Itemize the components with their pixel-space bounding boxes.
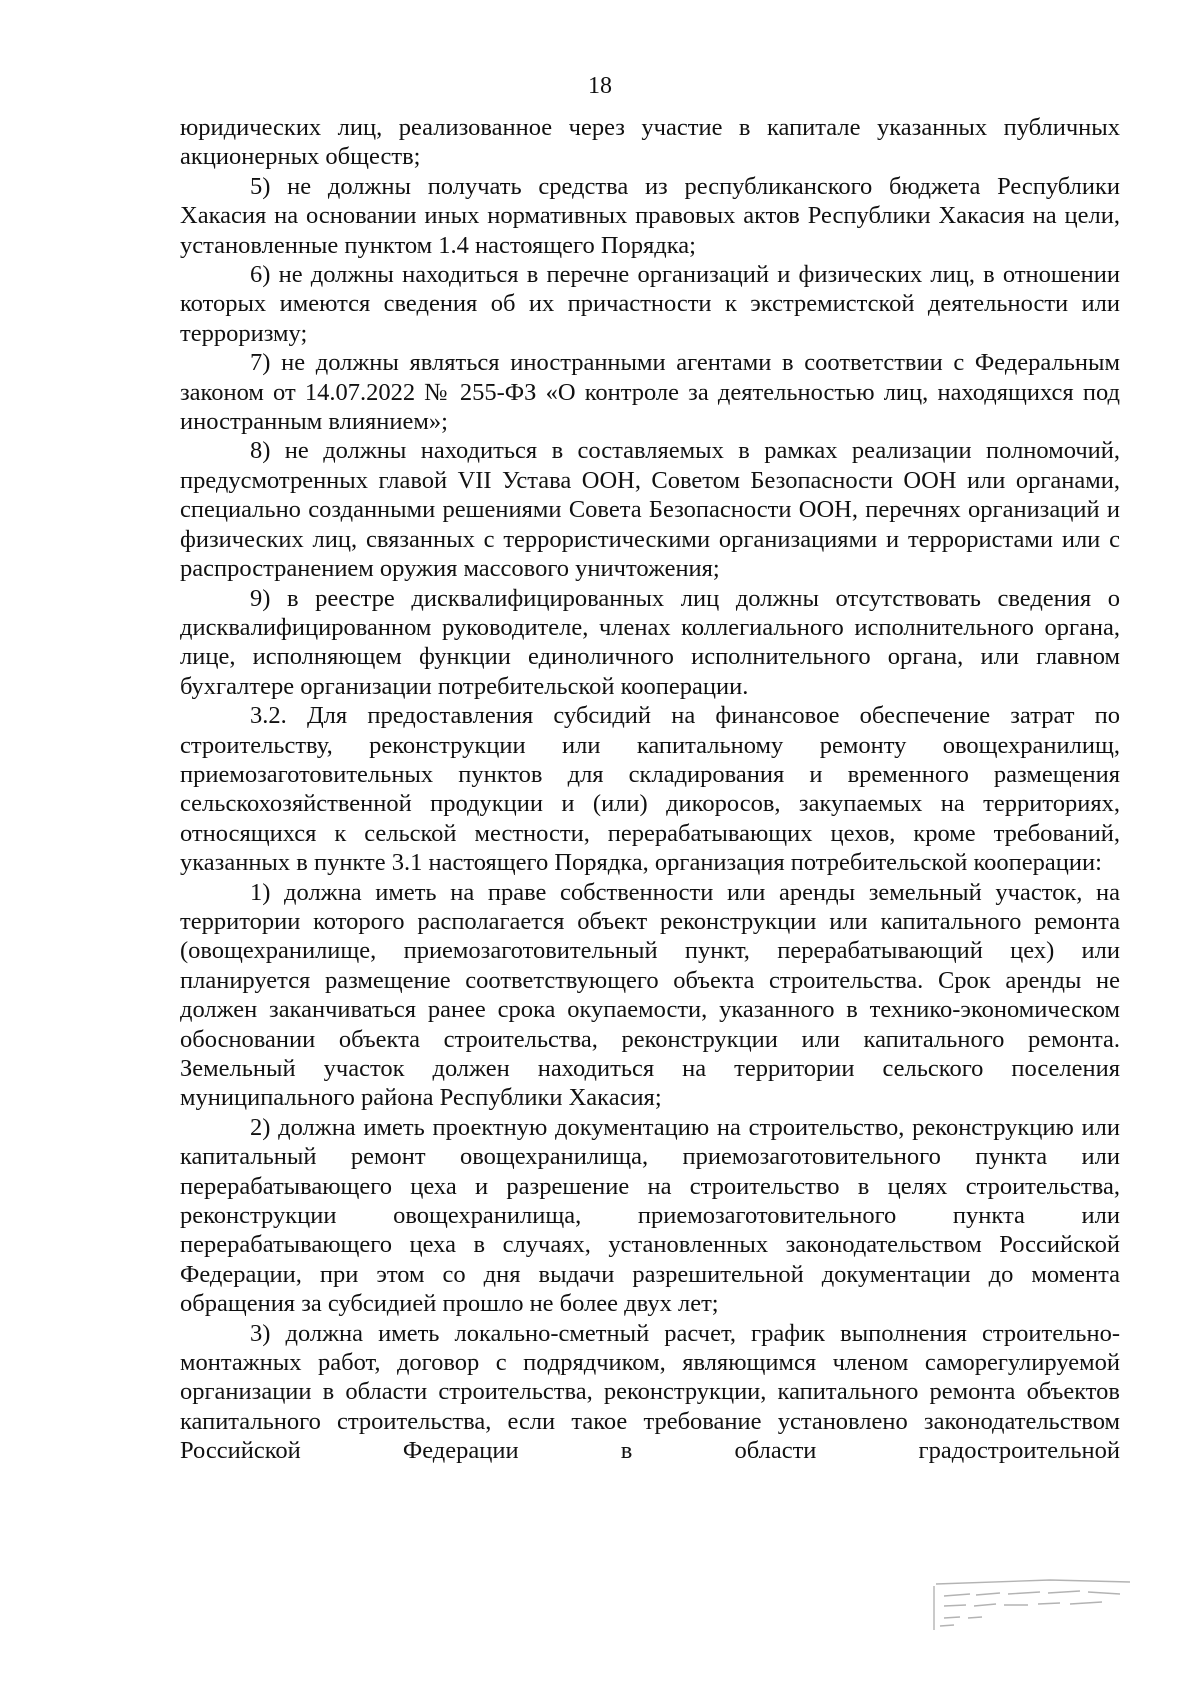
paragraph-item-2: 2) должна иметь проектную документацию на строительство, реконструкцию или капитальный ремонт овощехранилища, приемозаготовительного пункта или перерабатывающего цеха и разрешение на строительство в целях строительства, реконструкции овощехранилища, приемозаготовительного пункта или перерабатывающего цеха в случаях, установленных законодательством Российской Федерации, при этом со дня выдачи разрешительной документации до момента обращения за субсидией прошло не более двух лет; — [180, 1113, 1120, 1318]
paragraph-item-1: 1) должна иметь на праве собственности или аренды земельный участок, на территории которого располагается объект реконструкции или капитального ремонта (овощехранилище, приемозаготовительный пункт, перерабатывающий цех) или планируется размещение соответствующего объекта строительства. Срок аренды не должен заканчиваться ранее срока окупаемости, указанного в технико-экономическом обосновании объекта строительства, реконструкции или капитального ремонта. Земельный участок должен находиться на территории сельского поселения муниципального района Республики Хакасия; — [180, 878, 1120, 1112]
document-body — [180, 113, 1120, 1466]
paragraph-item-3: 3) должна иметь локально-сметный расчет, график выполнения строительно-монтажных работ, договор с подрядчиком, являющимся членом саморегулируемой организации в области строительства, реконструкции, капитального ремонта объектов капитального строительства, если такое требование установлено законодательством Российской Федерации в области градостроительной — [180, 1319, 1120, 1465]
paragraph-item-9: 9) в реестре дисквалифицированных лиц должны отсутствовать сведения о дисквалифицированном руководителе, членах коллегиального исполнительного органа, лице, исполняющем функции единоличного исполнительного органа, или главном бухгалтере организации потребительской кооперации. — [180, 584, 1120, 700]
registration-stamp-mark — [930, 1572, 1140, 1634]
page-number: 18 — [588, 73, 612, 99]
paragraph-item-5: 5) не должны получать средства из республиканского бюджета Республики Хакасия на основании иных нормативных правовых актов Республики Хакасия на цели, установленные пунктом 1.4 настоящего Порядка; — [180, 172, 1120, 259]
paragraph-item-6: 6) не должны находиться в перечне организаций и физических лиц, в отношении которых имеются сведения об их причастности к экстремистской деятельности или терроризму; — [180, 261, 1120, 347]
paragraph-section-3-2: 3.2. Для предоставления субсидий на финансовое обеспечение затрат по строительству, реконструкции или капитальному ремонту овощехранилищ, приемозаготовительных пунктов для складирования и временного размещения сельскохозяйственной продукции и (или) дикоросов, закупаемых на территориях, относящихся к сельской местности, перерабатывающих цехов, кроме требований, указанных в пункте 3.1 настоящего Порядка, организация потребительской кооперации: — [180, 702, 1120, 877]
paragraph-item-7: 7) не должны являться иностранными агентами в соответствии с Федеральным законом от 14.07.2022 № 255-ФЗ «О контроле за деятельностью лиц, находящихся под иностранным влиянием»; — [180, 349, 1120, 436]
paragraph-continuation: юридических лиц, реализованное через участие в капитале указанных публичных акционерных обществ; — [180, 114, 1120, 171]
paragraph-item-8: 8) не должны находиться в составляемых в рамках реализации полномочий, предусмотренных главой VII Устава ООН, Советом Безопасности ООН или органами, специально созданными решениями Совета Безопасности ООН, перечнях организаций и физических лиц, связанных с террористическими организациями и террористами или с распространением оружия массового уничтожения; — [180, 437, 1120, 583]
